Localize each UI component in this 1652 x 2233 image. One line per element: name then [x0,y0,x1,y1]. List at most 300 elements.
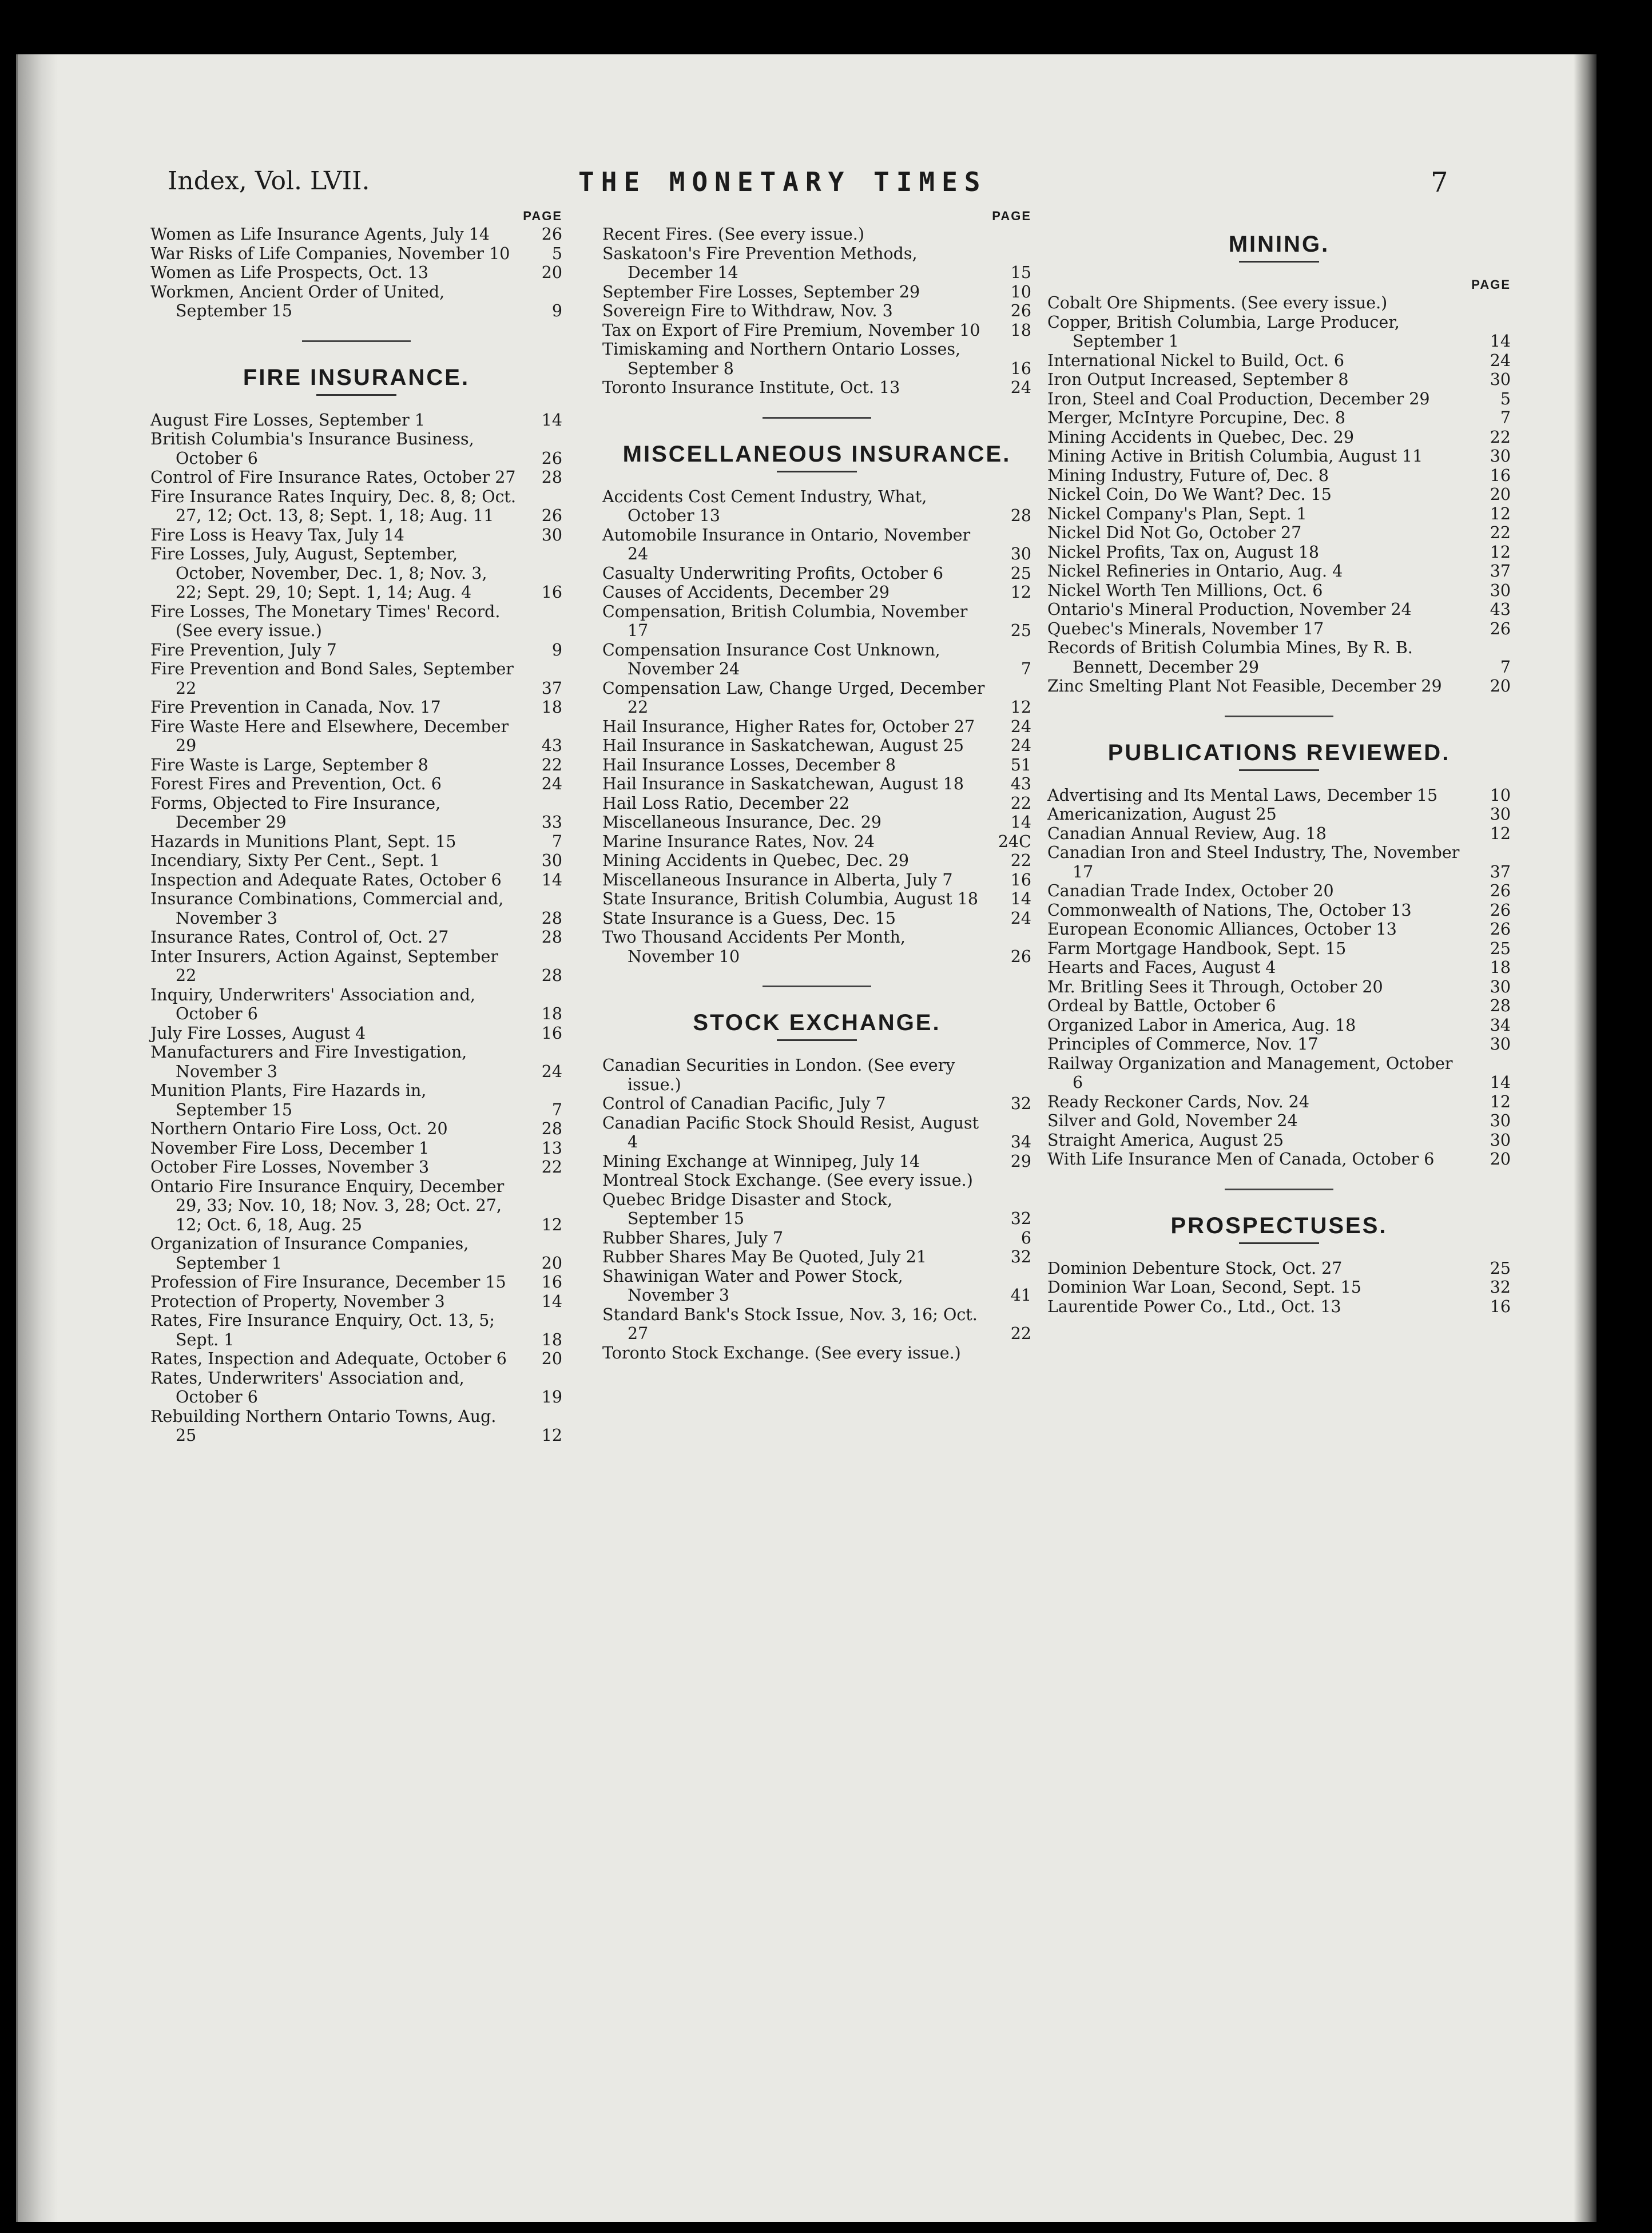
index-entry [150,851,562,871]
index-entry [150,1081,562,1119]
entry-page-number: 12 [1490,824,1511,843]
entry-title: War Risks of Life Companies, November 10 [150,244,510,263]
index-entry [1047,1259,1511,1278]
index-entry [602,889,1031,909]
index-entry [602,283,1031,302]
entry-title: July Fire Losses, August 4 [150,1023,366,1043]
page-column-label: PAGE [1471,277,1511,292]
index-entry [1047,638,1511,677]
entry-title: Toronto Insurance Institute, Oct. 13 [602,378,900,397]
index-entry [150,1292,562,1312]
entry-title: Munition Plants, Fire Hazards in, September 15 [150,1081,427,1119]
entry-page-number: 20 [541,263,562,282]
entry-title: Hail Insurance in Saskatchewan, August 18 [602,774,964,793]
entry-page-number: 7 [1500,657,1511,677]
index-entry [150,430,562,468]
index-entry [1047,581,1511,601]
index-entry [1047,504,1511,524]
entry-page-number: 51 [1010,755,1031,774]
index-entry [1047,619,1511,639]
entry-page-number: 12 [1490,504,1511,523]
index-entry [1047,390,1511,409]
entry-page-number: 12 [1010,698,1031,717]
index-entry [1047,370,1511,390]
index-entry [150,659,562,698]
section-title: FIRE INSURANCE. [243,364,470,390]
index-entry [150,244,562,264]
index-entry [150,1119,562,1139]
entry-title: Fire Losses, July, August, September, October, November, Dec. 1, 8; Nov. 3, 22; Sept. 29, 10; Sept. 1, 14; Aug. 4 [150,545,487,602]
entry-page-number: 26 [1490,920,1511,939]
entry-page-number: 22 [1010,851,1031,870]
entry-page-number: 12 [1490,1092,1511,1111]
index-entry [602,1114,1031,1152]
index-entry [602,487,1031,526]
entry-page-number: 33 [541,813,562,832]
entry-page-number: 28 [541,966,562,985]
entry-title: Organization of Insurance Companies, September 1 [150,1234,469,1273]
entry-title: Rates, Underwriters' Association and, October 6 [150,1368,464,1406]
index-entry [150,871,562,890]
index-entry [150,468,562,487]
entry-title: Compensation, British Columbia, November 17 [602,602,968,640]
entry-page-number: 30 [1490,1035,1511,1054]
entry-title: Fire Insurance Rates Inquiry, Dec. 8, 8; Oct. 27, 12; Oct. 13, 8; Sept. 1, 18; Aug. 11 [150,487,517,525]
index-entry [150,928,562,947]
index-entry [602,909,1031,928]
entry-title: Protection of Property, November 3 [150,1292,445,1311]
section-separator-rule [763,986,871,987]
index-entry [602,1344,1031,1363]
entry-page-number: 16 [1010,870,1031,889]
entry-title: November Fire Loss, December 1 [150,1138,430,1158]
entry-title: Mining Industry, Future of, Dec. 8 [1047,466,1329,485]
entry-title: Montreal Stock Exchange. (See every issue.) [602,1171,973,1190]
entry-page-number: 14 [541,1292,562,1311]
index-entry [150,1024,562,1043]
index-section [1047,1189,1511,1317]
entry-title: Commonwealth of Nations, The, October 13 [1047,900,1412,920]
entry-page-number: 5 [1500,389,1511,408]
index-entry [602,717,1031,737]
section-title: MINING. [1228,232,1330,257]
entry-page-number: 20 [541,1349,562,1368]
entry-title: Inspection and Adequate Rates, October 6 [150,870,502,889]
entry-title: Casualty Underwriting Profits, October 6 [602,563,943,583]
index-entry [1047,1278,1511,1297]
entry-title: Nickel Worth Ten Millions, Oct. 6 [1047,581,1323,600]
index-entry [150,1407,562,1445]
entry-title: Fire Loss is Heavy Tax, July 14 [150,525,404,545]
index-entry [1047,978,1511,997]
index-entry [602,225,1031,244]
index-entry [150,263,562,283]
index-entry [150,986,562,1024]
index-entry [150,717,562,756]
index-entry [150,889,562,928]
entry-page-number: 24C [998,832,1031,851]
index-entry [1047,600,1511,619]
index-entry [1047,1131,1511,1150]
entry-page-number: 43 [1490,600,1511,619]
entry-title: Silver and Gold, November 24 [1047,1111,1298,1130]
index-entry [1047,843,1511,881]
index-entry [150,1158,562,1177]
entry-page-number: 28 [541,1119,562,1138]
index-entry [602,1152,1031,1171]
entry-title: Straight America, August 25 [1047,1130,1284,1150]
page-number: 7 [1431,166,1448,198]
index-entry [1047,901,1511,920]
entry-page-number: 28 [1490,996,1511,1015]
entry-page-number: 37 [1490,562,1511,581]
entry-title: Control of Fire Insurance Rates, October 27 [150,468,516,487]
entry-title: Control of Canadian Pacific, July 7 [602,1094,886,1113]
index-entry [1047,996,1511,1016]
index-entry [602,244,1031,283]
entry-title: Hearts and Faces, August 4 [1047,958,1276,977]
entry-page-number: 26 [541,506,562,525]
entry-page-number: 22 [1010,793,1031,813]
section-title: STOCK EXCHANGE. [693,1010,941,1035]
entry-page-number: 26 [1010,947,1031,966]
entry-title: Cobalt Ore Shipments. (See every issue.) [1047,293,1388,312]
index-entry [602,641,1031,679]
entry-page-number: 14 [1490,332,1511,351]
section-separator-rule [1225,716,1333,717]
index-entry [1047,485,1511,504]
section-title-rule [1239,1242,1319,1244]
index-entry [1047,408,1511,428]
entry-page-number: 22 [1490,523,1511,542]
entry-title: Rebuilding Northern Ontario Towns, Aug. 25 [150,1406,497,1445]
entry-page-number: 22 [541,1158,562,1177]
index-entry [150,1043,562,1081]
entry-page-number: 14 [1490,1073,1511,1092]
entry-page-number: 14 [1010,813,1031,832]
index-entry [150,1349,562,1369]
index-entry [602,832,1031,852]
index-entry [150,411,562,430]
entry-page-number: 18 [541,1330,562,1349]
entry-page-number: 18 [541,1004,562,1023]
entry-title: Fire Prevention, July 7 [150,640,337,659]
entry-title: Fire Losses, The Monetary Times' Record. (See every issue.) [150,602,501,640]
section-title: MISCELLANEOUS INSURANCE. [622,441,1011,467]
entry-title: Hail Loss Ratio, December 22 [602,793,850,813]
page-column-label: PAGE [523,209,562,223]
entry-page-number: 37 [1490,862,1511,881]
entry-title: Two Thousand Accidents Per Month, November 10 [602,928,906,966]
entry-title: British Columbia's Insurance Business, October 6 [150,430,474,468]
entry-title: Fire Waste Here and Elsewhere, December 29 [150,717,509,755]
entry-title: Hail Insurance Losses, December 8 [602,755,896,774]
index-entry [602,679,1031,717]
section-title-rule [777,471,857,472]
entry-title: Quebec Bridge Disaster and Stock, September 15 [602,1190,893,1228]
index-entry [602,774,1031,794]
index-entry [602,583,1031,602]
entry-title: Rubber Shares, July 7 [602,1228,784,1247]
index-entry [602,794,1031,813]
entry-page-number: 16 [541,1023,562,1043]
index-entry [1047,1297,1511,1317]
index-entry [1047,677,1511,696]
entry-page-number: 32 [1490,1278,1511,1297]
entry-page-number: 15 [1010,263,1031,282]
index-entry [1047,351,1511,371]
entry-title: Canadian Securities in London. (See every issue.) [602,1056,955,1094]
index-entry [150,283,562,321]
entry-page-number: 30 [541,851,562,870]
index-entry [1047,920,1511,939]
index-entry [1047,805,1511,824]
entry-title: Hail Insurance, Higher Rates for, October 27 [602,717,975,736]
entry-title: Quebec's Minerals, November 17 [1047,619,1324,638]
entry-title: Dominion War Loan, Second, Sept. 15 [1047,1278,1361,1297]
entry-title: Fire Prevention and Bond Sales, September 22 [150,659,514,698]
entry-title: Northern Ontario Fire Loss, Oct. 20 [150,1119,448,1138]
entry-page-number: 43 [1010,774,1031,793]
entry-title: Forest Fires and Prevention, Oct. 6 [150,774,442,793]
entry-page-number: 12 [541,1426,562,1445]
index-entry [1047,293,1511,313]
entry-page-number: 20 [1490,485,1511,504]
index-entry [602,756,1031,775]
entry-page-number: 25 [1010,621,1031,640]
entry-page-number: 5 [551,244,562,263]
entry-title: Women as Life Prospects, Oct. 13 [150,263,429,282]
entry-title: Rates, Fire Insurance Enquiry, Oct. 13, 5; Sept. 1 [150,1311,495,1349]
entry-page-number: 43 [541,736,562,755]
binding-spine [18,54,58,2222]
entry-page-number: 9 [551,640,562,659]
page-edge-shadow [1574,54,1597,2222]
index-column-1 [150,209,562,1445]
entry-title: Marine Insurance Rates, Nov. 24 [602,832,875,851]
index-entry [1047,1054,1511,1092]
index-entry [1047,1092,1511,1112]
entry-title: October Fire Losses, November 3 [150,1158,430,1177]
entry-page-number: 24 [1010,908,1031,928]
entry-page-number: 25 [1490,939,1511,958]
entry-page-number: 6 [1020,1228,1031,1247]
entry-title: Canadian Annual Review, Aug. 18 [1047,824,1327,843]
index-entry [150,756,562,775]
entry-title: Canadian Pacific Stock Should Resist, August 4 [602,1113,979,1151]
index-entry [150,602,562,641]
entry-page-number: 26 [1490,900,1511,920]
entry-title: Insurance Combinations, Commercial and, November 3 [150,889,504,928]
entry-page-number: 32 [1010,1209,1031,1228]
entry-title: Miscellaneous Insurance in Alberta, July 7 [602,870,953,889]
index-column-3 [1047,209,1511,1316]
index-entry [602,526,1031,564]
entry-page-number: 13 [541,1138,562,1158]
index-entry [150,225,562,244]
entry-title: Nickel Refineries in Ontario, Aug. 4 [1047,562,1343,581]
entry-title: Dominion Debenture Stock, Oct. 27 [1047,1258,1343,1278]
entry-page-number: 34 [1010,1133,1031,1151]
index-entry [602,321,1031,340]
section-separator-rule [763,417,871,419]
entry-title: Manufacturers and Fire Investigation, November 3 [150,1043,467,1081]
entry-page-number: 24 [541,774,562,793]
index-volume-label: Index, Vol. LVII. [168,166,370,196]
index-entry [150,947,562,986]
entry-title: Ordeal by Battle, October 6 [1047,996,1276,1015]
entry-title: Nickel Company's Plan, Sept. 1 [1047,504,1307,523]
entry-title: Zinc Smelting Plant Not Feasible, December 29 [1047,677,1442,696]
publication-title: THE MONETARY TIMES [578,166,987,197]
entry-page-number: 22 [1490,427,1511,447]
entry-list [150,225,562,321]
entry-page-number: 24 [1010,736,1031,755]
entry-title: Nickel Coin, Do We Want? Dec. 15 [1047,485,1332,504]
entry-page-number: 26 [1490,881,1511,900]
entry-page-number: 22 [541,755,562,774]
entry-title: State Insurance is a Guess, Dec. 15 [602,908,896,928]
entry-page-number: 30 [1490,370,1511,389]
entry-page-number: 30 [541,525,562,545]
entry-title: Mining Accidents in Quebec, Dec. 29 [1047,427,1355,447]
entry-page-number: 20 [1490,1150,1511,1169]
entry-title: Nickel Did Not Go, October 27 [1047,523,1302,542]
index-entry [150,487,562,526]
entry-page-number: 14 [541,410,562,430]
index-entry [602,564,1031,583]
entry-title: Advertising and Its Mental Laws, December 15 [1047,785,1438,805]
entry-title: Laurentide Power Co., Ltd., Oct. 13 [1047,1297,1341,1316]
entry-page-number: 24 [1490,351,1511,370]
entry-page-number: 30 [1490,447,1511,466]
entry-title: Rates, Inspection and Adequate, October 6 [150,1349,507,1368]
entry-title: Ontario's Mineral Production, November 24 [1047,600,1412,619]
entry-title: Canadian Trade Index, October 20 [1047,881,1334,900]
index-entry [150,641,562,660]
index-entry [602,378,1031,398]
entry-title: September Fire Losses, September 29 [602,282,920,301]
entry-title: Mr. Britling Sees it Through, October 20 [1047,977,1383,996]
entry-title: Profession of Fire Insurance, December 15 [150,1273,506,1292]
entry-page-number: 26 [541,448,562,468]
entry-list [1047,786,1511,1169]
section-title-rule [316,394,396,396]
entry-page-number: 32 [1010,1094,1031,1113]
entry-page-number: 30 [1490,805,1511,824]
entry-page-number: 41 [1010,1286,1031,1305]
entry-title: Nickel Profits, Tax on, August 18 [1047,542,1319,562]
entry-title: Incendiary, Sixty Per Cent., Sept. 1 [150,851,440,870]
entry-title: Saskatoon's Fire Prevention Methods, December 14 [602,244,918,282]
entry-title: Farm Mortgage Handbook, Sept. 15 [1047,939,1347,958]
entry-title: Canadian Iron and Steel Industry, The, November 17 [1047,843,1460,881]
index-entry [1047,786,1511,805]
entry-page-number: 12 [1490,542,1511,562]
index-entry [1047,466,1511,486]
entry-title: Automobile Insurance in Ontario, November 24 [602,525,971,563]
index-entry [150,1311,562,1349]
entry-page-number: 25 [1490,1258,1511,1278]
section-separator-rule [1225,1189,1333,1190]
index-section [1047,232,1511,696]
entry-page-number: 19 [541,1388,562,1406]
index-entry [150,1234,562,1273]
index-entry [602,871,1031,890]
entry-page-number: 16 [541,1273,562,1292]
entry-title: International Nickel to Build, Oct. 6 [1047,351,1345,370]
entry-list [602,225,1031,398]
entry-title: Principles of Commerce, Nov. 17 [1047,1035,1319,1054]
entry-title: Organized Labor in America, Aug. 18 [1047,1015,1356,1035]
entry-page-number: 7 [1020,659,1031,678]
entry-page-number: 9 [551,301,562,320]
entry-list [1047,1259,1511,1317]
index-entry [150,698,562,717]
section-title: PROSPECTUSES. [1170,1213,1388,1238]
entry-page-number: 34 [1490,1015,1511,1035]
section-title-rule [1239,769,1319,771]
entry-title: Timiskaming and Northern Ontario Losses, September 8 [602,340,961,378]
index-section [150,209,562,321]
index-entry [1047,523,1511,543]
entry-title: Forms, Objected to Fire Insurance, December 29 [150,793,441,832]
entry-list [150,411,562,1445]
index-entry [150,794,562,832]
entry-page-number: 16 [1010,359,1031,378]
section-separator-rule [302,340,411,342]
entry-title: Mining Exchange at Winnipeg, July 14 [602,1151,920,1171]
index-entry [602,1247,1031,1267]
index-entry [150,1177,562,1235]
entry-page-number: 30 [1490,1111,1511,1130]
index-entry [602,1056,1031,1094]
index-entry [1047,1111,1511,1131]
index-entry [1047,562,1511,581]
index-section [602,986,1031,1362]
entry-page-number: 16 [1490,1297,1511,1316]
entry-page-number: 37 [541,678,562,698]
entry-page-number: 24 [1010,378,1031,397]
index-entry [602,851,1031,871]
index-entry [602,602,1031,641]
entry-page-number: 14 [1010,889,1031,908]
index-entry [150,1369,562,1407]
entry-page-number: 28 [1010,506,1031,525]
entry-page-number: 28 [541,468,562,487]
entry-title: Fire Waste is Large, September 8 [150,755,428,774]
index-section [602,209,1031,398]
index-entry [602,813,1031,832]
entry-list [1047,293,1511,696]
entry-page-number: 24 [1010,717,1031,736]
entry-title: Rubber Shares May Be Quoted, July 21 [602,1247,927,1266]
entry-title: Fire Prevention in Canada, Nov. 17 [150,698,441,717]
entry-title: Mining Active in British Columbia, August 11 [1047,447,1423,466]
entry-title: Insurance Rates, Control of, Oct. 27 [150,928,449,947]
entry-title: Standard Bank's Stock Issue, Nov. 3, 16; Oct. 27 [602,1305,978,1343]
entry-page-number: 18 [1010,320,1031,340]
entry-title: Women as Life Insurance Agents, July 14 [150,225,490,244]
entry-page-number: 16 [1490,466,1511,485]
index-section [602,417,1031,967]
index-section [150,340,562,1445]
entry-page-number: 7 [551,832,562,851]
index-entry [150,1139,562,1158]
index-entry [1047,543,1511,562]
entry-title: Merger, McIntyre Porcupine, Dec. 8 [1047,408,1346,427]
entry-page-number: 22 [1010,1324,1031,1343]
